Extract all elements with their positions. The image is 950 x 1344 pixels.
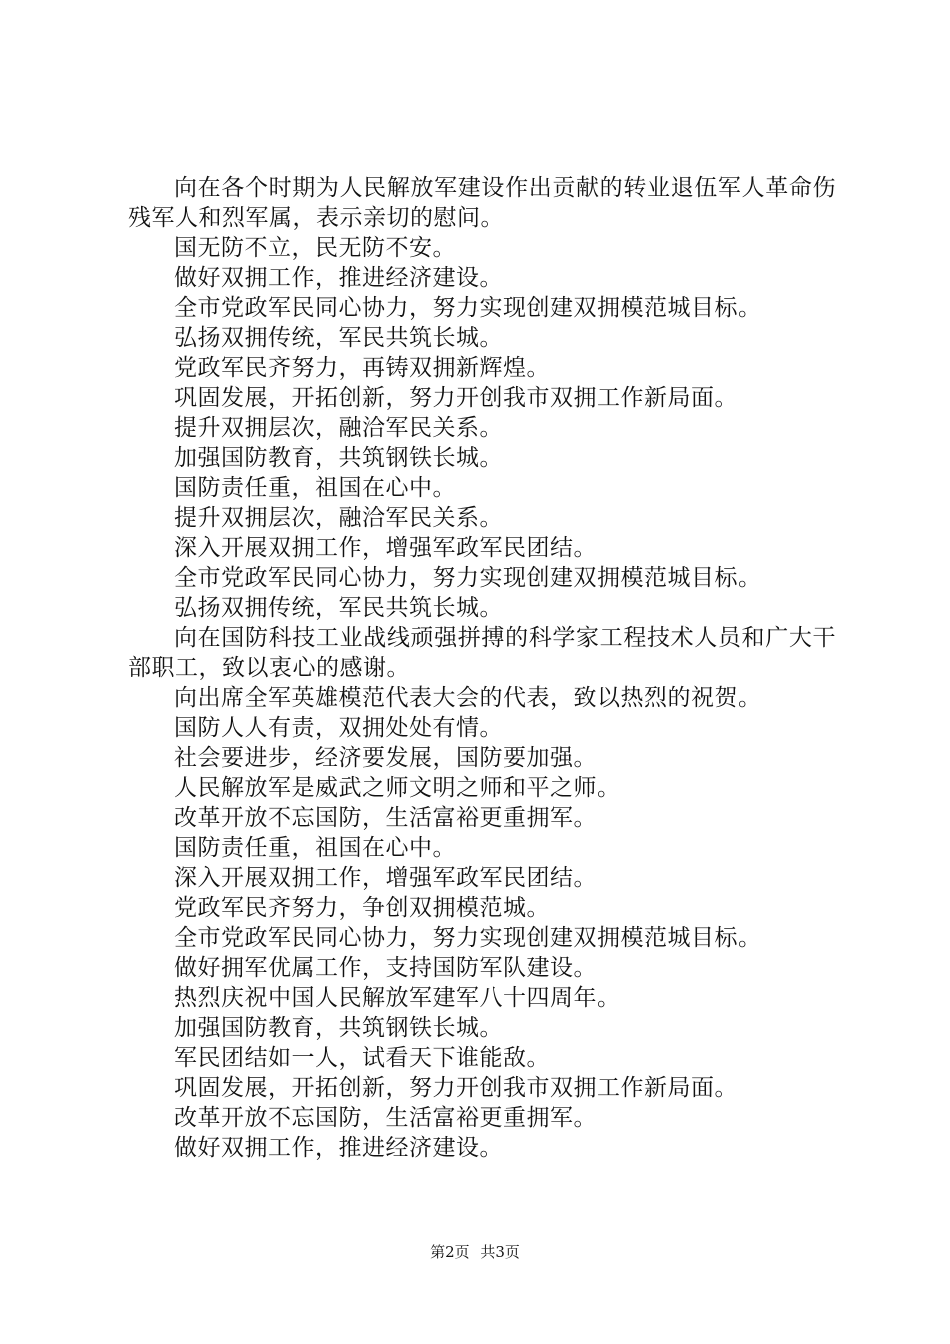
paragraph: 党政军民齐努力，争创双拥模范城。 [174, 895, 550, 921]
paragraph: 加强国防教育，共筑钢铁长城。 [174, 445, 503, 471]
paragraph: 党政军民齐努力，再铸双拥新辉煌。 [174, 355, 550, 381]
paragraph: 提升双拥层次，融洽军民关系。 [174, 505, 503, 531]
paragraph: 改革开放不忘国防，生活富裕更重拥军。 [174, 1105, 597, 1131]
paragraph: 向在各个时期为人民解放军建设作出贡献的转业退伍军人革命伤残军人和烈军属，表示亲切的慰问。 [128, 175, 836, 231]
paragraph: 全市党政军民同心协力，努力实现创建双拥模范城目标。 [174, 295, 762, 321]
paragraph: 国无防不立，民无防不安。 [174, 235, 456, 261]
paragraph: 热烈庆祝中国人民解放军建军八十四周年。 [174, 985, 621, 1011]
paragraph: 社会要进步，经济要发展，国防要加强。 [174, 745, 597, 771]
paragraph: 做好双拥工作，推进经济建设。 [174, 1135, 503, 1161]
document-body [128, 173, 836, 1163]
paragraph: 国防人人有责，双拥处处有情。 [174, 715, 503, 741]
paragraph: 巩固发展，开拓创新，努力开创我市双拥工作新局面。 [174, 1075, 738, 1101]
paragraph: 提升双拥层次，融洽军民关系。 [174, 415, 503, 441]
paragraph: 军民团结如一人，试看天下谁能敌。 [174, 1045, 550, 1071]
paragraph: 做好拥军优属工作，支持国防军队建设。 [174, 955, 597, 981]
paragraph: 弘扬双拥传统，军民共筑长城。 [174, 595, 503, 621]
paragraph: 向出席全军英雄模范代表大会的代表，致以热烈的祝贺。 [174, 685, 762, 711]
paragraph: 加强国防教育，共筑钢铁长城。 [174, 1015, 503, 1041]
page-number: 第2页 [430, 1243, 470, 1261]
paragraph: 巩固发展，开拓创新，努力开创我市双拥工作新局面。 [174, 385, 738, 411]
paragraph: 向在国防科技工业战线顽强拼搏的科学家工程技术人员和广大干部职工，致以衷心的感谢。 [128, 625, 836, 681]
paragraph: 全市党政军民同心协力，努力实现创建双拥模范城目标。 [174, 565, 762, 591]
paragraph: 弘扬双拥传统，军民共筑长城。 [174, 325, 503, 351]
paragraph: 国防责任重，祖国在心中。 [174, 475, 456, 501]
page-total: 共3页 [480, 1243, 520, 1261]
paragraph: 做好双拥工作，推进经济建设。 [174, 265, 503, 291]
paragraph: 改革开放不忘国防，生活富裕更重拥军。 [174, 805, 597, 831]
paragraph: 全市党政军民同心协力，努力实现创建双拥模范城目标。 [174, 925, 762, 951]
paragraph: 国防责任重，祖国在心中。 [174, 835, 456, 861]
paragraph: 人民解放军是威武之师文明之师和平之师。 [174, 775, 621, 801]
page-footer [0, 1242, 950, 1262]
paragraph: 深入开展双拥工作，增强军政军民团结。 [174, 535, 597, 561]
paragraph: 深入开展双拥工作，增强军政军民团结。 [174, 865, 597, 891]
